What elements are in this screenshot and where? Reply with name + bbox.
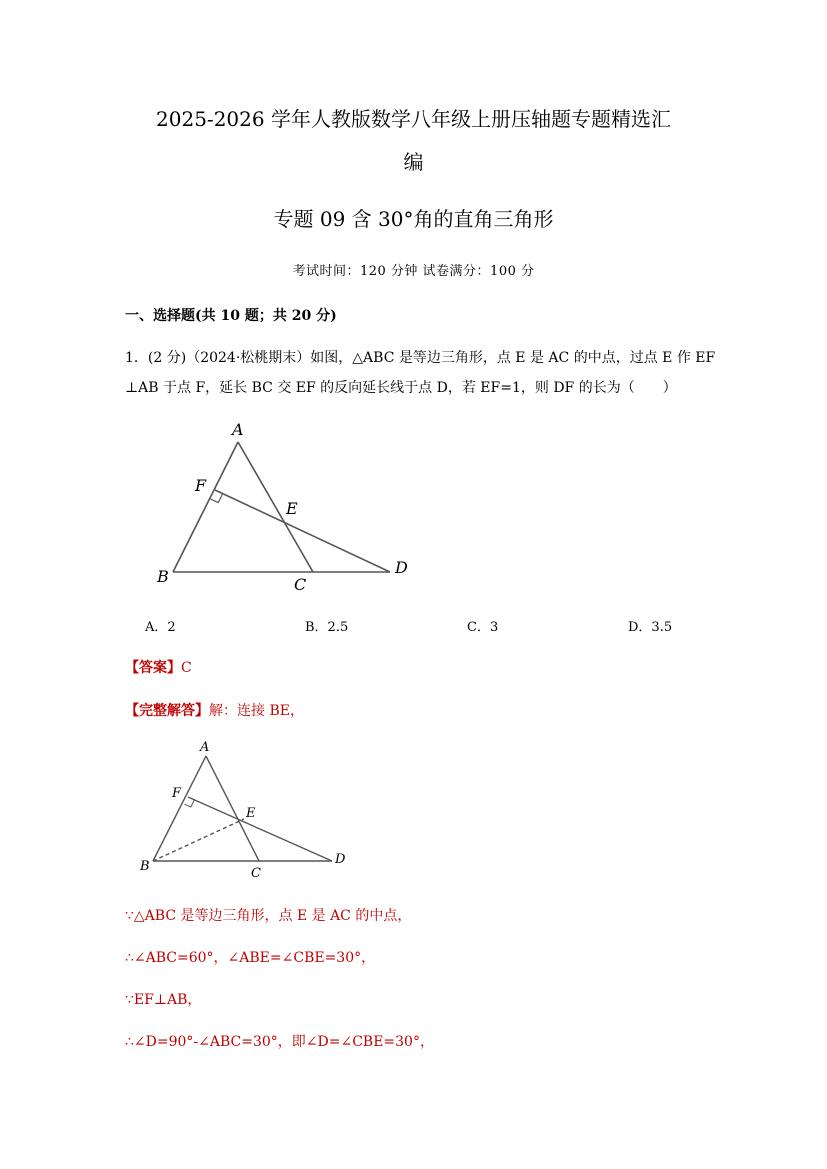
label-d: D [395, 558, 408, 577]
solution-step-3: ∵EF⊥AB， [125, 992, 202, 1008]
label-d: D [335, 852, 346, 867]
option-a: A．2 [145, 620, 176, 635]
label-e: E [286, 499, 298, 518]
solution-intro: 解：连接 BE， [209, 703, 304, 719]
solution-intro-line [125, 700, 304, 720]
option-b: B．2.5 [305, 620, 349, 635]
label-e: E [246, 806, 256, 821]
answer-tag: 【答案】 [125, 660, 181, 676]
label-b: B [140, 859, 150, 874]
document-title-line2: 编 [403, 150, 424, 174]
label-f: F [195, 476, 207, 495]
answer-line [125, 657, 192, 677]
segment-ab [153, 756, 206, 861]
question-1-line1: 1．(2 分)（2024·松桃期末）如图，△ABC 是等边三角形，点 E 是 AC 的中点，过点 E 作 EF [125, 350, 716, 366]
solution-step-4: ∴∠D=90°-∠ABC=30°，即∠D=∠CBE=30°， [125, 1034, 434, 1050]
solution-figure [135, 735, 360, 885]
label-a: A [232, 420, 244, 439]
exam-info: 考试时间：120 分钟 试卷满分：100 分 [292, 264, 535, 279]
answer-value: C [181, 660, 192, 676]
topic-title: 专题 09 含 30°角的直角三角形 [273, 207, 554, 231]
solution-tag: 【完整解答】 [125, 703, 209, 719]
option-d: D．3.5 [628, 620, 673, 635]
figure-lines [173, 442, 390, 572]
right-angle-mark [184, 800, 194, 807]
segment-ac [238, 442, 313, 572]
solution-figure-lines [153, 756, 332, 861]
solution-step-1: ∵△ABC 是等边三角形，点 E 是 AC 的中点， [125, 908, 412, 924]
segment-fd [215, 490, 390, 572]
document-title-line1: 2025-2026 学年人教版数学八年级上册压轴题专题精选汇 [156, 107, 671, 131]
label-c: C [251, 866, 261, 881]
question-1-figure [140, 415, 430, 600]
label-f: F [172, 786, 182, 801]
option-c: C．3 [467, 620, 499, 635]
segment-be-dashed [153, 819, 244, 861]
question-1-line2: ⊥AB 于点 F，延长 BC 交 EF 的反向延长线于点 D，若 EF=1，则 DF 的长为（ ） [125, 380, 677, 396]
label-c: C [294, 575, 307, 594]
label-b: B [157, 567, 169, 586]
segment-fd [188, 797, 332, 861]
solution-step-2: ∴∠ABC=60°，∠ABE=∠CBE=30°， [125, 950, 376, 966]
segment-ab [173, 442, 238, 572]
section-heading: 一、选择题(共 10 题；共 20 分) [125, 308, 337, 324]
label-a: A [200, 740, 210, 755]
